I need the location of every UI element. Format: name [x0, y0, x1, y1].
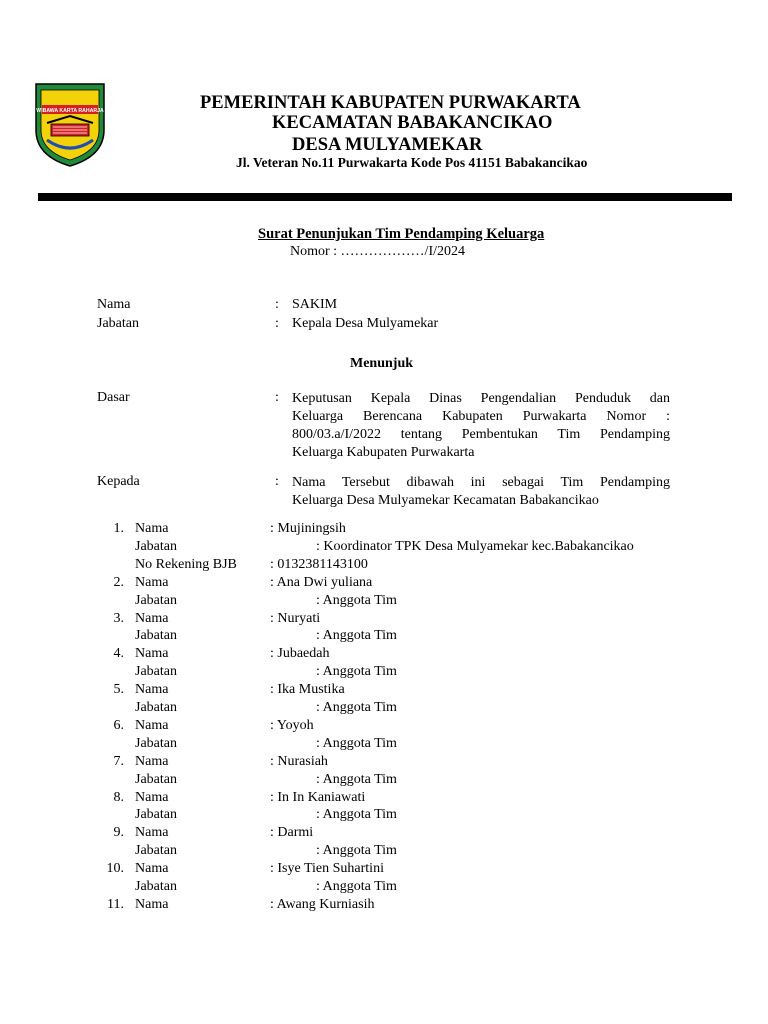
colon: : [275, 297, 279, 312]
member-position-value: : Anggota Tim [316, 664, 397, 680]
signer-position-label: Jabatan [97, 316, 139, 331]
letter-number: Nomor : ………………/I/2024 [290, 244, 465, 259]
member-name-value: : Yoyoh [270, 717, 314, 733]
signer-position-value: Kepala Desa Mulyamekar [292, 316, 439, 331]
member-number: 6. [113, 717, 124, 733]
letterhead-district: KECAMATAN BABAKANCIKAO [272, 113, 553, 133]
member-name-value: : Jubaedah [270, 646, 330, 662]
member-number: 4. [113, 646, 124, 662]
basis-label: Dasar [97, 390, 130, 405]
member-name-label: Nama [135, 521, 169, 536]
member-name-label: Nama [135, 646, 169, 662]
member-number: 7. [113, 753, 124, 769]
colon: : [275, 390, 279, 405]
member-number: 1. [113, 521, 124, 536]
member-name-label: Nama [135, 682, 169, 698]
member-number: 11. [107, 896, 124, 912]
member-position-label: Jabatan [135, 771, 177, 787]
basis-line-2: Keluarga Berencana Kabupaten Purwakarta Nomor : [292, 409, 670, 424]
member-name-value: : Darmi [270, 825, 314, 841]
letterhead-village: DESA MULYAMEKAR [292, 135, 483, 155]
to-label: Kepada [97, 474, 140, 489]
colon: : [275, 316, 279, 331]
signer-name-value: SAKIM [292, 297, 338, 312]
regency-crest-logo [33, 78, 107, 168]
member-name-value: : Isye Tien Suhartini [270, 861, 384, 877]
svg-text:WIBAWA KARTA RAHARJA: WIBAWA KARTA RAHARJA [36, 108, 104, 114]
member-position-label: Jabatan [135, 735, 177, 751]
member-name-value: : Awang Kurniasih [270, 896, 375, 912]
member-position-value: : Anggota Tim [316, 735, 397, 751]
member-number: 9. [113, 825, 124, 841]
to-line-1: Nama Tersebut dibawah ini sebagai Tim Pendamping [292, 475, 670, 490]
member-account-label: No Rekening BJB [135, 556, 237, 572]
member-position-value: : Koordinator TPK Desa Mulyamekar kec.Babakancikao [316, 538, 634, 554]
letterhead-government: PEMERINTAH KABUPATEN PURWAKARTA [200, 93, 581, 113]
basis-line-1: Keputusan Kepala Dinas Pengendalian Penduduk dan [292, 391, 670, 406]
member-name-value: : Ika Mustika [270, 682, 345, 698]
member-position-value: : Anggota Tim [316, 807, 397, 823]
member-number: 10. [106, 861, 124, 877]
member-position-value: : Anggota Tim [316, 700, 397, 715]
appoint-heading: Menunjuk [350, 356, 414, 371]
member-number: 8. [113, 789, 124, 805]
member-position-label: Jabatan [135, 700, 177, 715]
letterhead-divider [38, 193, 732, 201]
member-name-label: Nama [135, 861, 169, 877]
member-name-label: Nama [135, 717, 169, 733]
member-name-value: : Nuryati [270, 610, 321, 626]
basis-line-4: Keluarga Kabupaten Purwakarta [292, 445, 475, 460]
member-position-label: Jabatan [135, 807, 177, 823]
member-position-value: : Anggota Tim [316, 628, 397, 644]
basis-line-3: 800/03.a/I/2022 tentang Pembentukan Tim Pendamping [292, 427, 670, 442]
member-name-value: : Mujiningsih [270, 521, 346, 536]
member-name-label: Nama [135, 825, 169, 841]
member-position-value: : Anggota Tim [316, 592, 397, 608]
member-name-value: : In In Kaniawati [270, 789, 366, 805]
member-position-label: Jabatan [135, 628, 177, 644]
colon: : [275, 474, 279, 489]
member-position-label: Jabatan [135, 843, 177, 859]
member-position-label: Jabatan [135, 664, 177, 680]
member-number: 3. [113, 610, 124, 626]
member-name-label: Nama [135, 610, 169, 626]
member-position-value: : Anggota Tim [316, 843, 397, 859]
member-name-label: Nama [135, 896, 169, 912]
member-position-label: Jabatan [135, 879, 177, 894]
member-name-value: : Ana Dwi yuliana [270, 574, 373, 590]
member-position-value: : Anggota Tim [316, 879, 397, 894]
member-account-value: : 0132381143100 [270, 556, 368, 572]
member-position-label: Jabatan [135, 538, 177, 554]
letterhead-address: Jl. Veteran No.11 Purwakarta Kode Pos 41151 Babakancikao [236, 155, 588, 170]
member-name-label: Nama [135, 789, 169, 805]
to-line-2: Keluarga Desa Mulyamekar Kecamatan Babakancikao [292, 493, 599, 508]
letter-title: Surat Penunjukan Tim Pendamping Keluarga [258, 226, 545, 242]
signer-name-label: Nama [97, 297, 131, 312]
member-name-value: : Nurasiah [270, 753, 328, 769]
member-name-label: Nama [135, 574, 169, 590]
member-position-value: : Anggota Tim [316, 771, 397, 787]
member-number: 2. [113, 574, 124, 590]
member-position-label: Jabatan [135, 592, 177, 608]
member-number: 5. [113, 682, 124, 698]
member-name-label: Nama [135, 753, 169, 769]
